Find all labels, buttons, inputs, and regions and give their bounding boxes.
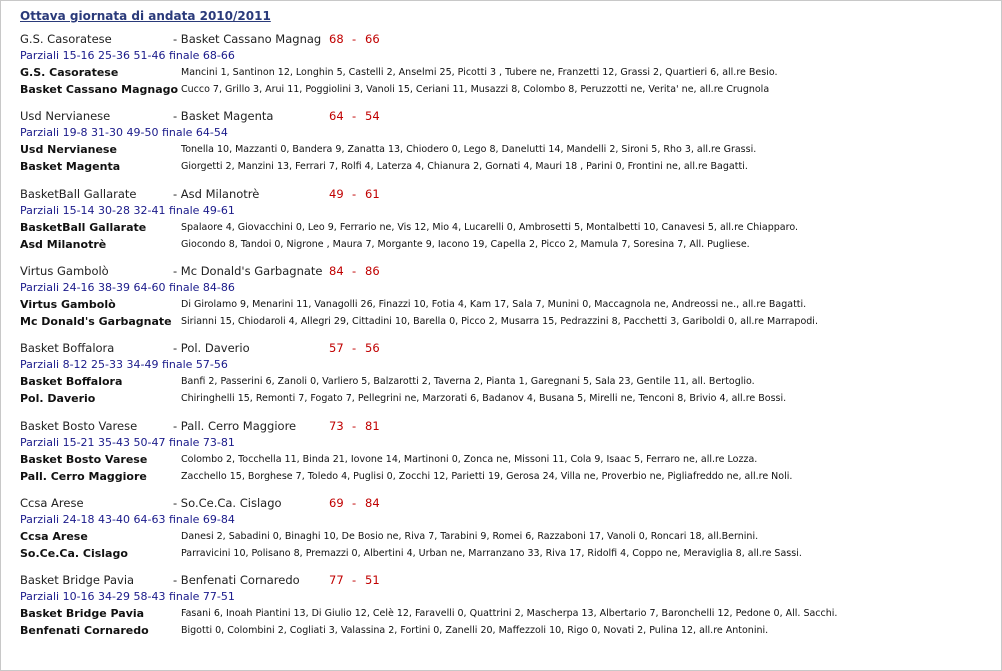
players-list: Chiringhelli 15, Remonti 7, Fogato 7, Pellegrini ne, Marzorati 6, Badanov 4, Busana 5, Mirelli ne, Tenconi 8, Brivio 4, all.re Bossi.	[181, 393, 787, 404]
score-separator: -	[352, 573, 357, 587]
away-team: - Basket Cassano Magnag	[173, 32, 322, 46]
home-team: Basket Bridge Pavia	[20, 573, 135, 587]
partials-line: Parziali 8-12 25-33 34-49 finale 57-56	[20, 358, 228, 371]
home-team: Virtus Gambolò	[20, 264, 109, 278]
partials-line: Parziali 24-16 38-39 64-60 finale 84-86	[20, 281, 235, 294]
away-score: 81	[365, 419, 380, 433]
score-separator: -	[352, 187, 357, 201]
team-name: Basket Cassano Magnago	[20, 83, 179, 96]
home-team: Basket Bosto Varese	[20, 419, 138, 433]
partials-line: Parziali 10-16 34-29 58-43 finale 77-51	[20, 590, 235, 603]
home-score: 49	[329, 187, 344, 201]
match-block	[20, 573, 980, 653]
partials-line: Parziali 15-21 35-43 50-47 finale 73-81	[20, 436, 235, 449]
players-list: Banfi 2, Passerini 6, Zanoli 0, Varliero 5, Balzarotti 2, Taverna 2, Pianta 1, Garegnani 5, Sala 23, Gentile 11, all. Bertoglio.	[181, 376, 755, 387]
home-score: 77	[329, 573, 344, 587]
score-separator: -	[352, 109, 357, 123]
players-list: Giorgetti 2, Manzini 13, Ferrari 7, Rolfi 4, Laterza 4, Chianura 2, Gornati 4, Mauri 18 , Parini 0, Frontini ne, all.re Bagatti.	[181, 161, 748, 172]
players-list: Giocondo 8, Tandoi 0, Nigrone , Maura 7, Morgante 9, Iacono 19, Capella 2, Picco 2, Mamula 7, Soresina 7, All. Pugliese.	[181, 239, 750, 250]
partials-line: Parziali 15-14 30-28 32-41 finale 49-61	[20, 204, 235, 217]
players-list: Spalaore 4, Giovacchini 0, Leo 9, Ferrario ne, Vis 12, Mio 4, Lucarelli 0, Ambrosetti 5, Montalbetti 10, Canavesi 5, all.re Chiapparo.	[181, 222, 798, 233]
players-list: Sirianni 15, Chiodaroli 4, Allegri 29, Cittadini 10, Barella 0, Picco 2, Musarra 15, Pedrazzini 8, Pacchetti 3, Gariboldi 0, all.re Marrapodi.	[181, 316, 818, 327]
away-score: 84	[365, 496, 380, 510]
home-team: Ccsa Arese	[20, 496, 84, 510]
match-block	[20, 109, 980, 189]
home-score: 73	[329, 419, 344, 433]
players-list: Di Girolamo 9, Menarini 11, Vanagolli 26, Finazzi 10, Fotia 4, Kam 17, Sala 7, Munini 0, Maccagnola ne, Andreossi ne., all.re Bagatti.	[181, 299, 807, 310]
away-team: - Basket Magenta	[173, 109, 274, 123]
score-separator: -	[352, 496, 357, 510]
players-list: Fasani 6, Inoah Piantini 13, Di Giulio 12, Celè 12, Faravelli 0, Quattrini 2, Mascherpa 13, Albertario 7, Baronchelli 12, Pedone 0, All. Sacchi.	[181, 608, 838, 619]
players-list: Danesi 2, Sabadini 0, Binaghi 10, De Bosio ne, Riva 7, Tarabini 9, Romei 6, Razzaboni 17, Vanoli 0, Roncari 18, all.Bernini.	[181, 531, 759, 542]
team-name: Usd Nervianese	[20, 143, 117, 156]
team-name: So.Ce.Ca. Cislago	[20, 547, 128, 560]
team-name: BasketBall Gallarate	[20, 221, 147, 234]
team-name: Asd Milanotrè	[20, 238, 107, 251]
players-list: Parravicini 10, Polisano 8, Premazzi 0, Albertini 4, Urban ne, Marranzano 33, Riva 17, Ridolfi 4, Coppo ne, Meraviglia 8, all.re Sassi.	[181, 548, 802, 559]
score-separator: -	[352, 419, 357, 433]
team-name: Mc Donald's Garbagnate	[20, 315, 172, 328]
players-list: Colombo 2, Tocchella 11, Binda 21, Iovone 14, Martinoni 0, Zonca ne, Missoni 11, Cola 9, Isaac 5, Ferraro ne, all.re Lozza.	[181, 454, 758, 465]
team-name: G.S. Casoratese	[20, 66, 119, 79]
partials-line: Parziali 24-18 43-40 64-63 finale 69-84	[20, 513, 235, 526]
away-score: 54	[365, 109, 380, 123]
away-team: - Benfenati Cornaredo	[173, 573, 300, 587]
team-name: Virtus Gambolò	[20, 298, 116, 311]
away-score: 56	[365, 341, 380, 355]
players-list: Zacchello 15, Borghese 7, Toledo 4, Puglisi 0, Zocchi 12, Parietti 19, Gerosa 24, Villa ne, Proverbio ne, Pigliafreddo ne, all.re Noli.	[181, 471, 793, 482]
team-name: Ccsa Arese	[20, 530, 88, 543]
away-score: 66	[365, 32, 380, 46]
away-team: - So.Ce.Ca. Cislago	[173, 496, 282, 510]
home-team: G.S. Casoratese	[20, 32, 112, 46]
match-block	[20, 32, 980, 112]
score-separator: -	[352, 341, 357, 355]
away-score: 61	[365, 187, 380, 201]
match-block	[20, 341, 980, 421]
away-team: - Pol. Daverio	[173, 341, 250, 355]
away-score: 51	[365, 573, 380, 587]
players-list: Mancini 1, Santinon 12, Longhin 5, Castelli 2, Anselmi 25, Picotti 3 , Tubere ne, Franzetti 12, Grassi 2, Quartieri 6, all.re Besio.	[181, 67, 778, 78]
team-name: Pall. Cerro Maggiore	[20, 470, 147, 483]
away-team: - Pall. Cerro Maggiore	[173, 419, 297, 433]
home-score: 68	[329, 32, 344, 46]
away-score: 86	[365, 264, 380, 278]
team-name: Basket Bosto Varese	[20, 453, 148, 466]
home-score: 57	[329, 341, 344, 355]
players-list: Cucco 7, Grillo 3, Arui 11, Poggiolini 3, Vanoli 15, Ceriani 11, Musazzi 8, Colombo 8, Peruzzotti ne, Verita' ne, all.re Crugnola	[181, 84, 770, 95]
team-name: Basket Boffalora	[20, 375, 123, 388]
team-name: Benfenati Cornaredo	[20, 624, 149, 637]
match-block	[20, 419, 980, 499]
away-team: - Mc Donald's Garbagnate	[173, 264, 323, 278]
home-team: Usd Nervianese	[20, 109, 111, 123]
match-block	[20, 496, 980, 576]
match-block	[20, 264, 980, 344]
team-name: Pol. Daverio	[20, 392, 96, 405]
team-name: Basket Magenta	[20, 160, 121, 173]
home-score: 84	[329, 264, 344, 278]
players-list: Bigotti 0, Colombini 2, Cogliati 3, Valassina 2, Fortini 0, Zanelli 20, Maffezzoli 10, Rigo 0, Novati 2, Pulina 12, all.re Antonini.	[181, 625, 769, 636]
away-team: - Asd Milanotrè	[173, 187, 260, 201]
score-separator: -	[352, 264, 357, 278]
players-list: Tonella 10, Mazzanti 0, Bandera 9, Zanatta 13, Chiodero 0, Lego 8, Danelutti 14, Mandelli 2, Sironi 5, Rho 3, all.re Grassi.	[181, 144, 757, 155]
partials-line: Parziali 19-8 31-30 49-50 finale 64-54	[20, 126, 228, 139]
partials-line: Parziali 15-16 25-36 51-46 finale 68-66	[20, 49, 235, 62]
home-team: Basket Boffalora	[20, 341, 115, 355]
match-block	[20, 187, 980, 267]
page-title-link[interactable]: Ottava giornata di andata 2010/2011	[20, 9, 271, 23]
home-score: 64	[329, 109, 344, 123]
home-team: BasketBall Gallarate	[20, 187, 137, 201]
team-name: Basket Bridge Pavia	[20, 607, 145, 620]
home-score: 69	[329, 496, 344, 510]
score-separator: -	[352, 32, 357, 46]
